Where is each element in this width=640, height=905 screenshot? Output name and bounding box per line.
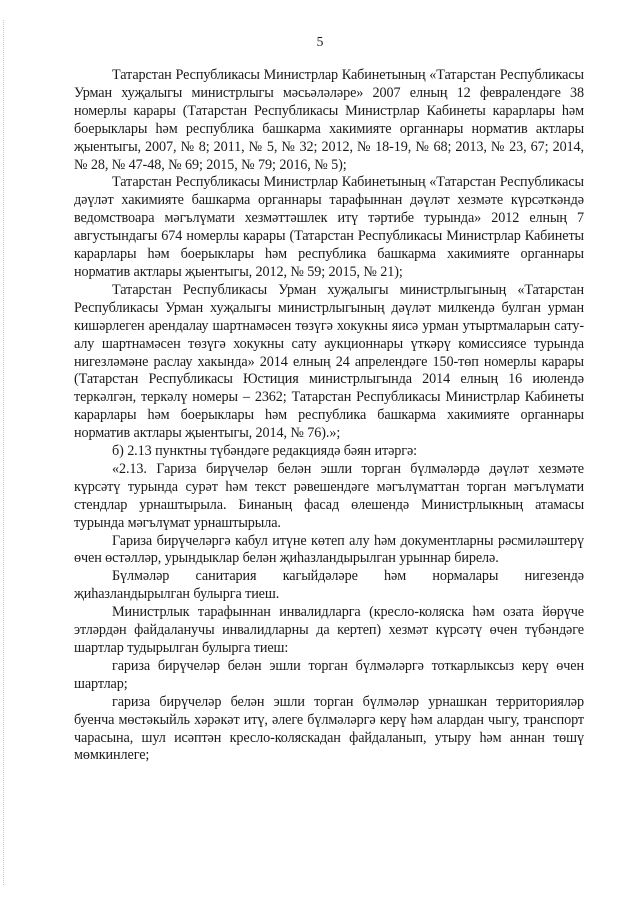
paragraph-sanitary-rules: Бүлмәләр санитария кагыйдәләре һәм нормалары нигезендә җиһазландырылган булырга тиеш. <box>74 568 584 603</box>
page-number: 5 <box>316 34 324 49</box>
paragraph-independent-movement: гариза бирүчеләр белән эшли торган бүлмәләр урнашкан территорияләр буенча мөстәкыйль хәрәкәт итү, әлеге бүлмәләргә керү һәм алардан чыгу, транспорт чарасына, шул исәптән кресло-коляскадан файдаланып, утыру һәм аннан төшү мөмкинлеге; <box>74 693 584 764</box>
paragraph-waiting-places: Гариза бирүчеләргә кабул итүне көтеп алу һәм документларны рәсмиләштерү өчен өстәлләр, урындыклар белән җиһазландырылган урыннар бирелә. <box>74 532 584 567</box>
paragraph-unobstructed-access: гариза бирүчеләр белән эшли торган бүлмәләргә тоткарлыксыз керү өчен шартлар; <box>74 657 584 692</box>
paragraph-disabled-conditions: Министрлык тарафыннан инвалидларга (кресло-коляска һәм озата йөрүче этләрдән файдаланучы инвалидларны да кертеп) хезмәт күрсәтү өчен түбәндәге шартлар тудырылган булырга тиеш: <box>74 604 584 656</box>
document-body <box>74 67 584 765</box>
paragraph-ministry-resolution-2014: Татарстан Республикасы Урман хуҗалыгы министрлыгының «Татарстан Республикасы Урман хуҗалыгы министрлыгының дәүләт милкендә булган урман кишәрлеген арендалау шартнамәсен төзүгә хокукны яисә урман утыртмаларын сату-алу шартнамәсен төзүгә хокукны сату аукционнары үткәрү комиссиясе турында нигезләмәне раслау хакында» 2014 елның 24 апрелендәге 150-төп номерлы карары (Татарстан Республикасы Юстиция министрлыгында 2014 елның 16 июлендә теркәлгән, теркәлү номеры – 2362; Татарстан Республикасы Министрлар Кабинеты карарлары һәм боерыклары һәм республика башкарма хакимияте органнары норматив актлары җыентыгы, 2014, № 76).»; <box>74 281 584 442</box>
paragraph-cabinet-resolution-2012: Татарстан Республикасы Министрлар Кабинетының «Татарстан Республикасы дәүләт хакимияте башкарма органнары тарафыннан дәүләт хезмәте күрсәткәндә ведомствоара мәгълүмати хезмәттәшлек итү тәртибе турында» 2012 елның 7 августындагы 674 номерлы карары (Татарстан Республикасы Министрлар Кабинеты карарлары һәм боерыклары һәм республика башкарма хакимияте органнары норматив актлары җыентыгы, 2012, № 59; 2015, № 21); <box>74 174 584 280</box>
paragraph-amendment-intro: б) 2.13 пунктны түбәндәге редакциядә бәян итәргә: <box>112 443 418 460</box>
paragraph-cabinet-resolution-2007: Татарстан Республикасы Министрлар Кабинетының «Татарстан Республикасы Урман хуҗалыгы министрлыгы мәсьәләләре» 2007 елның 12 февралендәге 38 номерлы карары (Татарстан Республикасы Министрлар Кабинеты карарлары һәм боерыклары һәм республика башкарма хакимияте органнары норматив актлары җыентыгы, 2007, № 8; 2011, № 5, № 32; 2012, № 18-19, № 68; 2013, № 23, 67; 2014, № 28, № 47-48, № 69; 2015, № 79; 2016, № 5); <box>74 67 584 173</box>
margin-binding-dots <box>3 20 6 885</box>
paragraph-clause-2-13: «2.13. Гариза бирүчеләр белән эшли торган бүлмәләрдә дәүләт хезмәте күрсәтү турында сурәт һәм текст рәвешендәге мәгълүматтан торган мәгълүмати стендлар урнаштырыла. Бинаның фасад өлешендә Министрлыкның атамасы турында мәгълүмат урнаштырыла. <box>74 460 584 531</box>
